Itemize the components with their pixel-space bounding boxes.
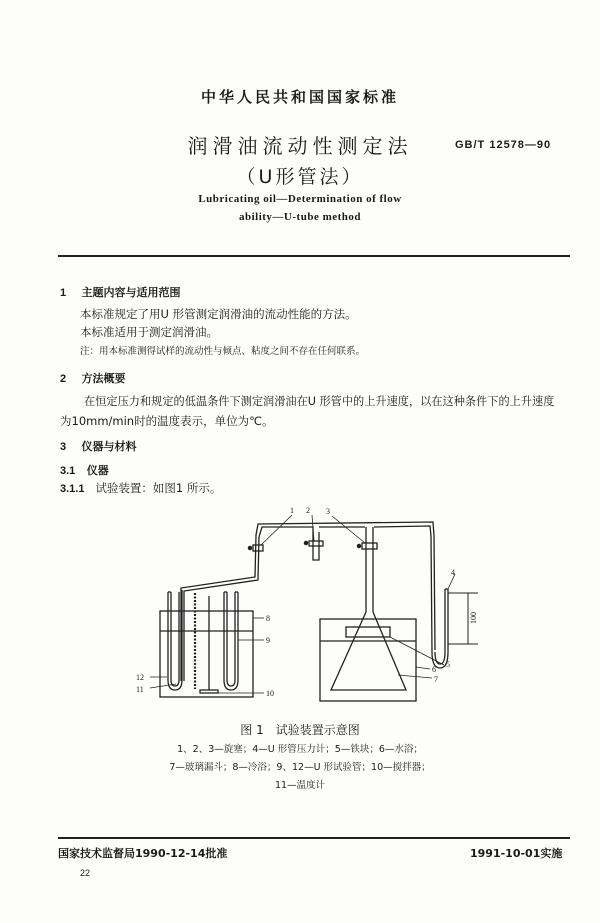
footer-divider [58, 837, 570, 839]
callout-2: 2 [306, 506, 310, 515]
effective-date: 1991-10-01实施 [470, 847, 563, 860]
callout-3: 3 [326, 507, 330, 516]
section-1-para-1: 本标准规定了用U 形管测定润滑油的流动性能的方法。 [80, 307, 357, 321]
section-2-para-line2: 为10mm/min时的温度表示，单位为℃。 [60, 414, 274, 428]
dimension-100-label: 100 [469, 612, 478, 624]
document-title: 润滑油流动性测定法 [187, 134, 413, 158]
figure-legend-line1: 1、2、3—旋塞；4—U 形管压力计；5—铁块；6—水浴； [177, 744, 423, 755]
document-subtitle: （U形管法） [236, 166, 364, 188]
callout-1: 1 [290, 506, 294, 515]
standard-code: GB/T 12578—90 [455, 139, 552, 151]
section-number: 2 [60, 373, 67, 385]
callout-12: 12 [136, 673, 144, 682]
section-title: 仪器 [86, 464, 109, 477]
section-1-note: 注：用本标准测得试样的流动性与倾点、粘度之间不存在任何联系。 [80, 346, 366, 357]
callout-9: 9 [266, 636, 270, 645]
section-text: 试验装置：如图1 所示。 [95, 481, 222, 495]
section-title: 主题内容与适用范围 [81, 286, 181, 299]
section-title: 方法概要 [81, 372, 126, 385]
section-1-para-2: 本标准适用于测定润滑油。 [80, 325, 218, 339]
english-title-line2: ability—U-tube method [238, 211, 362, 223]
section-number: 3 [60, 441, 67, 453]
page-number: 22 [80, 868, 91, 878]
callout-10: 10 [266, 689, 274, 698]
section-2-para-line1: 在恒定压力和规定的低温条件下测定润滑油在U 形管中的上升速度，以在这种条件下的上升速度 [84, 395, 555, 408]
section-number: 3.1.1 [60, 483, 85, 495]
section-number: 3.1 [60, 465, 76, 477]
section-number: 1 [60, 287, 67, 299]
callout-11: 11 [136, 685, 144, 694]
callout-5: 5 [446, 660, 450, 669]
figure-caption: 图 1 试验装置示意图 [240, 723, 360, 737]
callout-6: 6 [432, 665, 436, 674]
section-title: 仪器与材料 [81, 440, 137, 453]
issuing-body: 中华人民共和国国家标准 [200, 88, 399, 106]
callout-8: 8 [266, 614, 270, 623]
approval-date: 国家技术监督局1990-12-14批准 [58, 847, 228, 860]
callout-7: 7 [434, 675, 438, 684]
english-title-line1: Lubricating oil—Determination of flow [198, 193, 402, 205]
callout-4: 4 [451, 568, 455, 577]
figure-legend-line2: 7—玻璃漏斗；8—冷浴；9、12—U 形试验管；10—搅拌器； [169, 762, 431, 773]
figure-legend-line3: 11—温度计 [274, 780, 326, 791]
